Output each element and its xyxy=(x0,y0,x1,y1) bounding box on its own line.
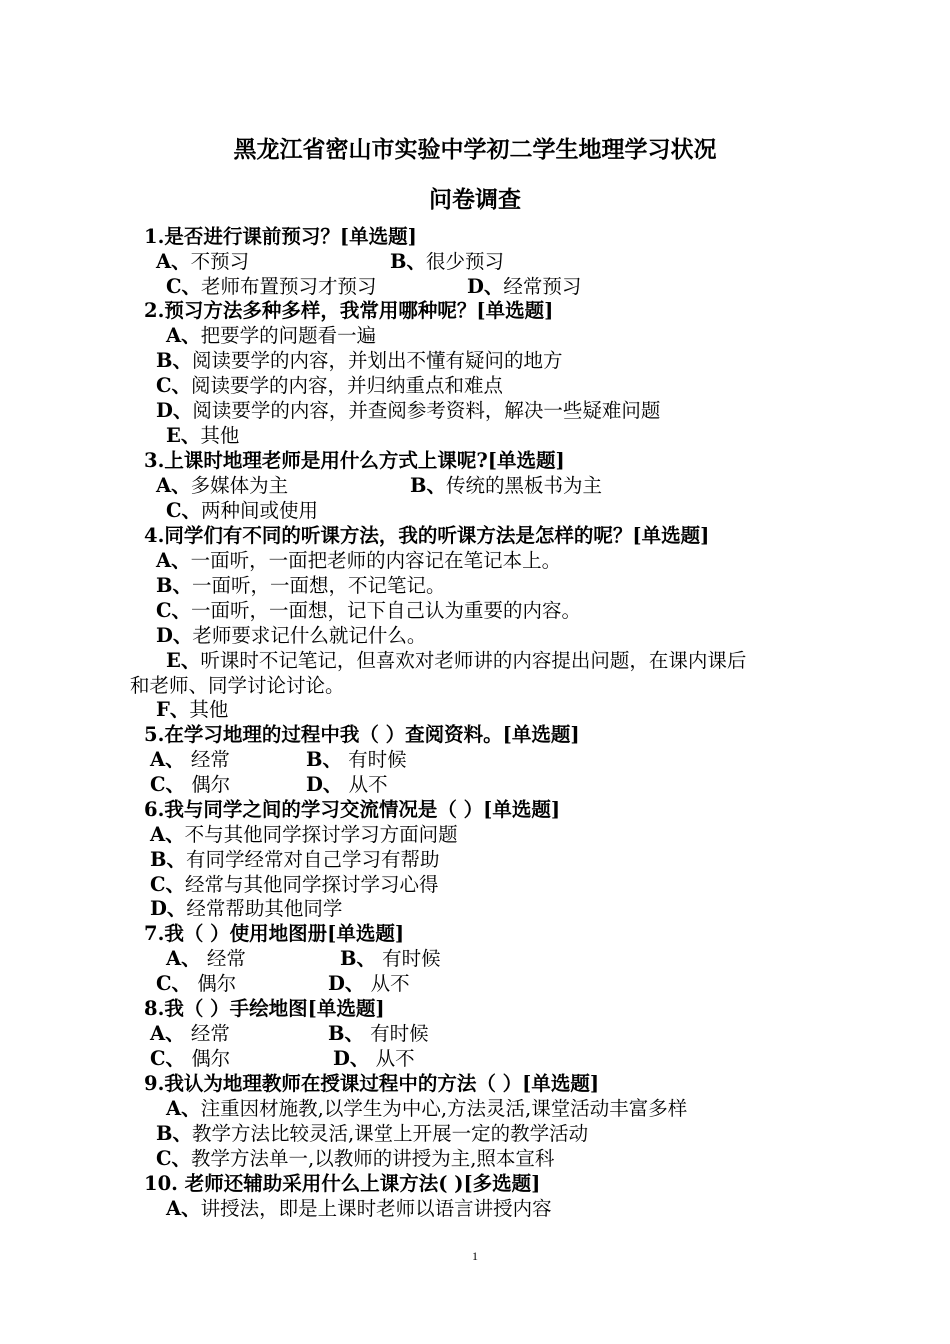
option-text: 从不 xyxy=(369,1047,415,1070)
option-text: 两种间或使用 xyxy=(201,499,319,522)
option-label: D、 xyxy=(333,1047,370,1070)
answer-option xyxy=(156,473,288,498)
option-label: B、 xyxy=(390,250,426,273)
document-title-line-1: 黑龙江省密山市实验中学初二学生地理学习状况 xyxy=(233,136,717,163)
option-label: B、 xyxy=(156,349,192,372)
option-text: 有时候 xyxy=(375,947,441,970)
option-label: A、 xyxy=(156,250,191,273)
option-text: 阅读要学的内容，并归纳重点和难点 xyxy=(191,374,504,397)
question-text: 8.我（ ）手绘地图[单选题] xyxy=(144,997,385,1020)
answer-option xyxy=(150,1046,230,1071)
option-text: 教学方法比较灵活,课堂上开展一定的教学活动 xyxy=(191,1122,589,1145)
answer-option xyxy=(150,872,439,897)
option-text: 经常预习 xyxy=(503,275,582,298)
option-label: C、 xyxy=(166,275,202,298)
option-label: A、 xyxy=(166,1097,201,1120)
option-label: B、 xyxy=(156,1122,192,1145)
answer-option xyxy=(156,697,228,722)
option-label: C、 xyxy=(150,1047,186,1070)
option-label: D、 xyxy=(156,624,193,647)
option-label: F、 xyxy=(156,698,190,721)
option-label: A、 xyxy=(166,324,201,347)
option-text: 把要学的问题看一遍 xyxy=(200,324,377,347)
option-text: 听课时不记笔记，但喜欢对老师讲的内容提出问题，在课内课后 xyxy=(200,649,747,672)
option-text: 偶尔 xyxy=(185,1047,231,1070)
answer-option xyxy=(306,772,388,797)
answer-option xyxy=(340,946,441,971)
option-label: B、 xyxy=(410,474,446,497)
answer-option xyxy=(328,1021,429,1046)
option-text: 有时候 xyxy=(363,1022,429,1045)
answer-option xyxy=(156,373,503,398)
option-text: 经常与其他同学探讨学习心得 xyxy=(185,873,439,896)
answer-option xyxy=(166,274,377,299)
option-text: 其他 xyxy=(200,424,240,447)
answer-option xyxy=(166,498,318,523)
answer-option xyxy=(166,946,246,971)
option-label: A、 xyxy=(150,1022,185,1045)
answer-option xyxy=(156,623,426,648)
option-label: D、 xyxy=(467,275,504,298)
answer-option xyxy=(410,473,602,498)
option-text: 其他 xyxy=(189,698,229,721)
option-label: D、 xyxy=(328,972,365,995)
answer-option xyxy=(390,249,504,274)
option-label: A、 xyxy=(150,748,185,771)
option-text: 老师要求记什么就记什么。 xyxy=(192,624,427,647)
option-label: B、 xyxy=(156,574,192,597)
answer-option xyxy=(156,548,561,573)
answer-option xyxy=(166,648,746,673)
answer-option xyxy=(166,323,376,348)
answer-option xyxy=(150,847,440,872)
option-label: B、 xyxy=(150,848,186,871)
answer-option xyxy=(333,1046,415,1071)
question-text: 5.在学习地理的过程中我（ ）查阅资料。[单选题] xyxy=(144,723,580,746)
answer-option xyxy=(166,1096,687,1121)
answer-option xyxy=(150,747,230,772)
question-text: 4.同学们有不同的听课方法，我的听课方法是怎样的呢？[单选题] xyxy=(144,524,710,547)
option-text: 多媒体为主 xyxy=(190,474,289,497)
option-label: A、 xyxy=(156,474,191,497)
option-text: 不预习 xyxy=(190,250,250,273)
option-label: B、 xyxy=(328,1022,364,1045)
answer-option xyxy=(156,348,563,373)
option-text: 一面听，一面想，不记笔记。 xyxy=(191,574,446,597)
option-text: 一面听，一面把老师的内容记在笔记本上。 xyxy=(190,549,562,572)
answer-option xyxy=(166,1196,552,1221)
answer-option xyxy=(166,423,239,448)
option-label: A、 xyxy=(166,947,201,970)
answer-option xyxy=(328,971,410,996)
answer-option xyxy=(156,398,660,423)
option-text: 经常 xyxy=(184,1022,230,1045)
answer-option xyxy=(156,1121,588,1146)
option-text: 从不 xyxy=(364,972,410,995)
answer-option xyxy=(156,249,249,274)
answer-option xyxy=(467,274,581,299)
question-text: 7.我（ ）使用地图册[单选题] xyxy=(144,922,405,945)
answer-option xyxy=(156,598,581,623)
option-text: 教学方法单一,以教师的讲授为主,照本宣科 xyxy=(191,1147,555,1170)
answer-option xyxy=(156,573,446,598)
question-text: 1.是否进行课前预习？[单选题] xyxy=(144,225,417,248)
answer-option xyxy=(150,1021,230,1046)
answer-option xyxy=(150,896,342,921)
answer-option xyxy=(156,1146,554,1171)
answer-option xyxy=(156,971,236,996)
option-label: B、 xyxy=(340,947,376,970)
option-text: 经常 xyxy=(184,748,230,771)
option-label: C、 xyxy=(156,374,192,397)
option-label: D、 xyxy=(156,399,193,422)
option-label: B、 xyxy=(306,748,342,771)
option-text: 阅读要学的内容，并划出不懂有疑问的地方 xyxy=(191,349,563,372)
option-label: A、 xyxy=(166,1197,201,1220)
option-continuation-text: 和老师、同学讨论讨论。 xyxy=(130,674,345,697)
option-label: C、 xyxy=(156,599,192,622)
option-text: 经常帮助其他同学 xyxy=(186,897,343,920)
option-text: 老师布置预习才预习 xyxy=(201,275,377,298)
answer-option xyxy=(150,772,230,797)
option-label: E、 xyxy=(166,424,201,447)
option-text: 传统的黑板书为主 xyxy=(445,474,602,497)
option-label: C、 xyxy=(156,972,192,995)
page-number: 1 xyxy=(472,1249,478,1263)
option-text: 偶尔 xyxy=(185,773,231,796)
question-text: 3.上课时地理老师是用什么方式上课呢?[单选题] xyxy=(144,449,565,472)
option-label: D、 xyxy=(306,773,343,796)
document-title-line-2: 问卷调查 xyxy=(429,186,521,213)
option-label: E、 xyxy=(166,649,201,672)
option-label: C、 xyxy=(166,499,202,522)
question-text: 10. 老师还辅助采用什么上课方法( )[多选题] xyxy=(144,1172,541,1195)
option-text: 很少预习 xyxy=(425,250,504,273)
option-text: 有同学经常对自己学习有帮助 xyxy=(185,848,440,871)
option-label: A、 xyxy=(150,823,185,846)
option-text: 不与其他同学探讨学习方面问题 xyxy=(184,823,458,846)
option-label: C、 xyxy=(150,873,186,896)
option-label: A、 xyxy=(156,549,191,572)
answer-option xyxy=(150,822,458,847)
answer-option xyxy=(306,747,407,772)
option-text: 一面听，一面想，记下自己认为重要的内容。 xyxy=(191,599,582,622)
option-label: C、 xyxy=(150,773,186,796)
option-text: 有时候 xyxy=(341,748,407,771)
option-text: 阅读要学的内容，并查阅参考资料，解决一些疑难问题 xyxy=(192,399,661,422)
option-text: 讲授法，即是上课时老师以语言讲授内容 xyxy=(200,1197,552,1220)
option-text: 注重因材施教,以学生为中心,方法灵活,课堂活动丰富多样 xyxy=(200,1097,688,1120)
option-label: D、 xyxy=(150,897,187,920)
option-text: 偶尔 xyxy=(191,972,237,995)
question-text: 6.我与同学之间的学习交流情况是（ ）[单选题] xyxy=(144,798,561,821)
question-text: 9.我认为地理教师在授课过程中的方法（ ）[单选题] xyxy=(144,1072,600,1095)
option-label: C、 xyxy=(156,1147,192,1170)
option-text: 从不 xyxy=(342,773,388,796)
option-text: 经常 xyxy=(200,947,246,970)
question-text: 2.预习方法多种多样，我常用哪种呢？[单选题] xyxy=(144,299,554,322)
